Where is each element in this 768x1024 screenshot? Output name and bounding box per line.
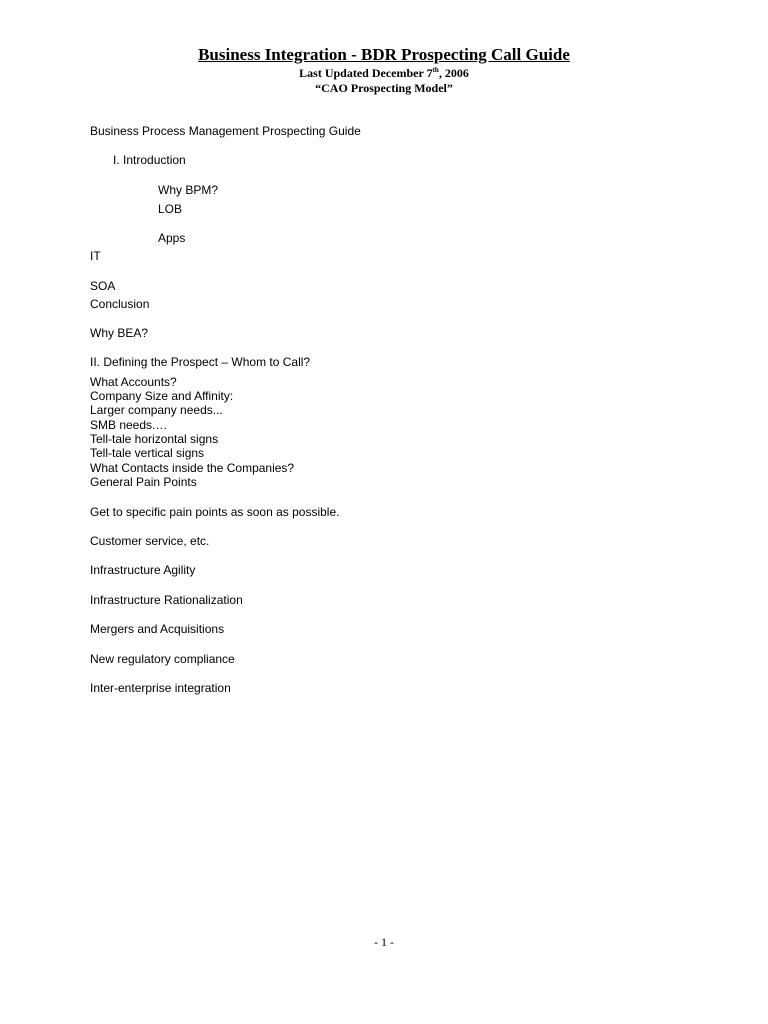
item-why-bea: Why BEA? — [90, 326, 149, 340]
model-subtitle: “CAO Prospecting Model” — [315, 81, 453, 95]
item-inter-enterprise: Inter-enterprise integration — [90, 681, 231, 695]
item-vertical-signs: Tell-tale vertical signs — [90, 446, 205, 460]
last-updated-text: Last Updated December 7 — [299, 66, 433, 80]
item-infra-rationalization: Infrastructure Rationalization — [90, 593, 243, 607]
item-why-bpm: Why BPM? — [158, 183, 219, 197]
last-updated-year: , 2006 — [438, 66, 469, 80]
last-updated-ordinal: th — [432, 66, 439, 74]
document-title: Business Integration - BDR Prospecting Call Guide — [198, 45, 570, 64]
item-customer-service: Customer service, etc. — [90, 534, 210, 548]
item-it: IT — [90, 249, 101, 263]
item-infra-agility: Infrastructure Agility — [90, 563, 196, 577]
page-number: - 1 - — [374, 935, 394, 949]
item-conclusion: Conclusion — [90, 297, 150, 311]
item-company-size: Company Size and Affinity: — [90, 389, 234, 403]
item-lob: LOB — [158, 202, 183, 216]
item-general-pain: General Pain Points — [90, 475, 197, 489]
item-larger-company: Larger company needs... — [90, 403, 223, 417]
item-apps: Apps — [158, 231, 186, 245]
guide-heading: Business Process Management Prospecting Guide — [90, 124, 361, 138]
item-soa: SOA — [90, 279, 116, 293]
item-regulatory: New regulatory compliance — [90, 652, 235, 666]
item-mergers: Mergers and Acquisitions — [90, 622, 225, 636]
item-smb-needs: SMB needs.… — [90, 418, 168, 432]
item-horizontal-signs: Tell-tale horizontal signs — [90, 432, 219, 446]
last-updated-line — [0, 66, 768, 80]
item-what-contacts: What Contacts inside the Companies? — [90, 461, 295, 475]
section-introduction: I. Introduction — [113, 153, 186, 167]
item-specific-pain: Get to specific pain points as soon as possible. — [90, 505, 340, 519]
item-what-accounts: What Accounts? — [90, 375, 177, 389]
section-defining-prospect: II. Defining the Prospect – Whom to Call? — [90, 355, 311, 369]
